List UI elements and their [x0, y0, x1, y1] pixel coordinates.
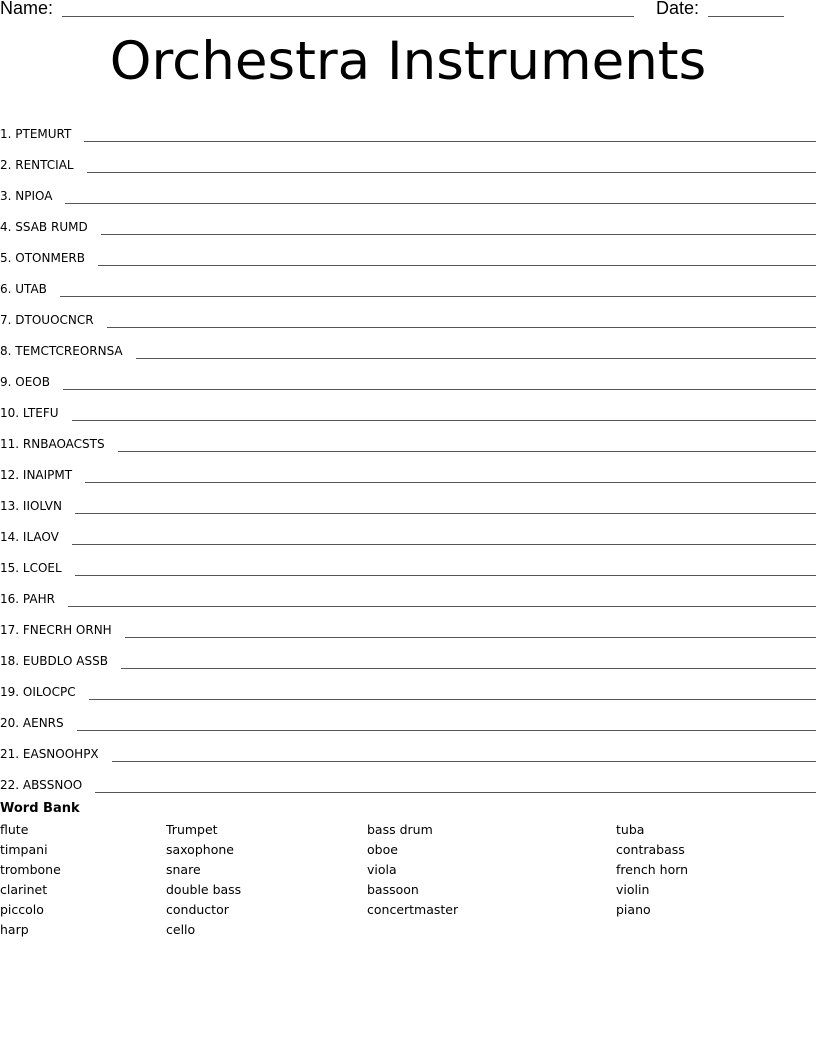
question-row: [0, 701, 816, 732]
question-text: 21. EASNOOHPX: [0, 747, 99, 761]
answer-line[interactable]: [72, 420, 816, 421]
word-bank-item: Trumpet: [166, 822, 218, 837]
question-text: 9. OEOB: [0, 375, 50, 389]
question-row: [0, 577, 816, 608]
answer-line[interactable]: [136, 358, 816, 359]
word-bank-item: bassoon: [367, 882, 419, 897]
word-bank-item: tuba: [616, 822, 645, 837]
word-bank-item: cello: [166, 922, 196, 937]
question-text: 14. ILAOV: [0, 530, 59, 544]
word-bank-column: [367, 821, 458, 921]
question-row: [0, 670, 816, 701]
word-bank-column: [0, 821, 61, 941]
word-bank-item: double bass: [166, 882, 242, 897]
word-bank-item: bass drum: [367, 822, 433, 837]
question-row: [0, 112, 816, 143]
answer-line[interactable]: [87, 172, 816, 173]
answer-line[interactable]: [68, 606, 816, 607]
question-text: 18. EUBDLO ASSB: [0, 654, 108, 668]
word-bank-column: [616, 821, 688, 921]
question-text: 12. INAIPMT: [0, 468, 73, 482]
word-bank-item: timpani: [0, 842, 48, 857]
question-text: 11. RNBAOACSTS: [0, 437, 105, 451]
question-row: [0, 143, 816, 174]
page-title: Orchestra Instruments: [109, 31, 707, 92]
answer-line[interactable]: [85, 482, 816, 483]
question-text: 2. RENTCIAL: [0, 158, 74, 172]
answer-line[interactable]: [118, 451, 816, 452]
answer-line[interactable]: [84, 141, 816, 142]
answer-line[interactable]: [98, 265, 816, 266]
word-bank-item: french horn: [616, 862, 689, 877]
answer-line[interactable]: [63, 389, 816, 390]
word-bank-item: piccolo: [0, 902, 44, 917]
question-row: [0, 236, 816, 267]
answer-line[interactable]: [77, 730, 816, 731]
question-text: 3. NPIOA: [0, 189, 53, 203]
word-bank-item: harp: [0, 922, 29, 937]
word-bank-item: oboe: [367, 842, 398, 857]
question-row: [0, 205, 816, 236]
answer-line[interactable]: [65, 203, 816, 204]
word-bank-item: concertmaster: [367, 902, 459, 917]
word-bank-item: violin: [616, 882, 650, 897]
word-bank-title: Word Bank: [0, 801, 80, 816]
name-field-line[interactable]: [62, 16, 634, 17]
date-field-line[interactable]: [708, 16, 784, 17]
question-row: [0, 732, 816, 763]
question-row: [0, 422, 816, 453]
question-row: [0, 484, 816, 515]
word-bank-column: [166, 821, 241, 941]
question-row: [0, 546, 816, 577]
question-row: [0, 329, 816, 360]
answer-line[interactable]: [75, 513, 816, 514]
name-label: Name:: [0, 0, 54, 18]
question-text: 19. OILOCPC: [0, 685, 76, 699]
question-row: [0, 391, 816, 422]
header: [0, 0, 816, 22]
answer-line[interactable]: [95, 792, 816, 793]
question-text: 20. AENRS: [0, 716, 64, 730]
question-text: 5. OTONMERB: [0, 251, 85, 265]
question-row: [0, 174, 816, 205]
question-list: [0, 112, 816, 794]
word-bank-item: conductor: [166, 902, 229, 917]
question-text: 10. LTEFU: [0, 406, 59, 420]
question-text: 1. PTEMURT: [0, 127, 72, 141]
question-text: 15. LCOEL: [0, 561, 62, 575]
word-bank-item: clarinet: [0, 882, 48, 897]
answer-line[interactable]: [125, 637, 816, 638]
date-label: Date:: [656, 0, 700, 18]
question-text: 22. ABSSNOO: [0, 778, 83, 792]
word-bank-item: saxophone: [166, 842, 234, 857]
word-bank-item: trombone: [0, 862, 61, 877]
question-row: [0, 608, 816, 639]
answer-line[interactable]: [121, 668, 816, 669]
word-bank-item: flute: [0, 822, 29, 837]
question-row: [0, 453, 816, 484]
question-text: 7. DTOUOCNCR: [0, 313, 94, 327]
answer-line[interactable]: [107, 327, 816, 328]
word-bank-item: snare: [166, 862, 201, 877]
question-row: [0, 515, 816, 546]
question-row: [0, 763, 816, 794]
question-text: 4. SSAB RUMD: [0, 220, 88, 234]
question-row: [0, 639, 816, 670]
question-row: [0, 298, 816, 329]
question-row: [0, 267, 816, 298]
answer-line[interactable]: [75, 575, 816, 576]
word-bank-item: viola: [367, 862, 397, 877]
word-bank-item: piano: [616, 902, 651, 917]
question-text: 13. IIOLVN: [0, 499, 62, 513]
answer-line[interactable]: [89, 699, 816, 700]
word-bank-item: contrabass: [616, 842, 685, 857]
answer-line[interactable]: [112, 761, 816, 762]
answer-line[interactable]: [60, 296, 816, 297]
question-text: 8. TEMCTCREORNSA: [0, 344, 123, 358]
question-text: 6. UTAB: [0, 282, 47, 296]
question-text: 16. PAHR: [0, 592, 55, 606]
question-row: [0, 360, 816, 391]
answer-line[interactable]: [101, 234, 816, 235]
question-text: 17. FNECRH ORNH: [0, 623, 112, 637]
answer-line[interactable]: [72, 544, 816, 545]
word-bank: [0, 821, 816, 961]
